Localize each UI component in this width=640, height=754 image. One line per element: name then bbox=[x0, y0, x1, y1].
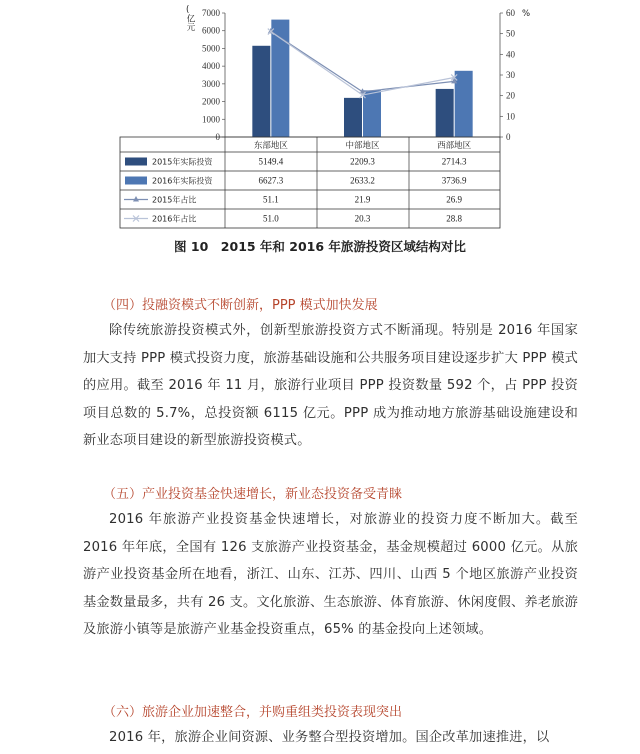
table-cell: 6627.3 bbox=[258, 175, 284, 186]
table-cell: 2633.2 bbox=[350, 175, 375, 186]
left-axis-ticks bbox=[202, 8, 225, 142]
left-axis-tick-label: 4000 bbox=[202, 61, 220, 72]
figure-caption: 图 10 2015 年和 2016 年旅游投资区域结构对比 bbox=[174, 239, 466, 254]
category-label: 中部地区 bbox=[345, 141, 380, 151]
table-cell: 26.9 bbox=[446, 194, 463, 205]
bar-series bbox=[252, 20, 472, 137]
left-axis-tick-label: 2000 bbox=[202, 96, 220, 107]
section-5 bbox=[83, 484, 578, 644]
category-label: 西部地区 bbox=[437, 141, 472, 151]
left-axis-tick-label: 1000 bbox=[202, 114, 220, 125]
table-cell: 2209.3 bbox=[350, 156, 375, 167]
right-axis-tick-label: 40 bbox=[506, 49, 515, 60]
section-6 bbox=[83, 702, 578, 752]
right-axis-tick-label: 10 bbox=[506, 111, 515, 122]
bar bbox=[455, 71, 473, 137]
category-labels bbox=[254, 140, 472, 151]
legend-swatch bbox=[125, 177, 147, 185]
series-line bbox=[271, 32, 454, 95]
table-cell: 3736.9 bbox=[441, 175, 467, 186]
right-axis-tick-label: 50 bbox=[506, 28, 515, 39]
left-axis-tick-label: 0 bbox=[215, 132, 220, 142]
right-axis-unit-label: % bbox=[522, 9, 531, 19]
table-cell: 20.3 bbox=[354, 213, 371, 224]
bar bbox=[252, 46, 270, 137]
right-axis-tick-label: 20 bbox=[506, 90, 515, 101]
legend-swatch bbox=[125, 158, 147, 166]
legend-label: 2015年占比 bbox=[152, 195, 197, 205]
legend-label: 2016年占比 bbox=[152, 214, 197, 224]
left-axis-unit-label bbox=[185, 13, 195, 32]
legend-marker bbox=[133, 196, 139, 202]
left-axis-paren-open: ( bbox=[186, 5, 190, 15]
legend-label: 2015年实际投资 bbox=[152, 157, 213, 167]
table-cell: 21.9 bbox=[354, 194, 371, 205]
bar bbox=[436, 89, 454, 137]
svg-text:亿元: 亿元 bbox=[185, 14, 195, 31]
section-heading: （四）投融资模式不断创新，PPP 模式加快发展 bbox=[103, 298, 378, 313]
bar bbox=[363, 90, 381, 137]
table-cell: 51.0 bbox=[262, 213, 279, 224]
category-label: 东部地区 bbox=[253, 141, 288, 151]
bar bbox=[344, 98, 362, 137]
line-series bbox=[268, 28, 457, 98]
right-axis-tick-label: 60 bbox=[506, 8, 515, 18]
left-axis-tick-label: 7000 bbox=[202, 8, 220, 18]
section-body: 2016 年旅游产业投资基金快速增长，对旅游业的投资力度不断加大。截至 2016 年年底，全国有 126 支旅游产业投资基金，基金规模超过 6000 亿元。从旅游产业投资基金所在地看，浙江、山东、江苏、四川、山西 5 个地区旅游产业投资基金数量最多，共有 26 支。文化旅游、生态旅游、体育旅游、休闲度假、养老旅游及旅游小镇等是旅游产业基金投资重点，65% 的基金投向上述领域。 bbox=[83, 512, 578, 637]
table-cell: 28.8 bbox=[446, 213, 463, 224]
left-axis-tick-label: 3000 bbox=[202, 78, 220, 89]
region-investment-chart bbox=[0, 0, 640, 232]
legend-label: 2016年实际投资 bbox=[152, 176, 213, 186]
section-body: 除传统旅游投资模式外，创新型旅游投资方式不断涌现。特别是 2016 年国家加大支持 PPP 模式投资力度，旅游基础设施和公共服务项目建设逐步扩大 PPP 模式的应用。截至 2016 年 11 月，旅游行业项目 PPP 投资数量 592 个，占 PPP 投资项目总数的 5.7%，总投资额 6115 亿元。PPP 成为推动地方旅游基础设施建设和新业态项目建设的新型旅游投资模式。 bbox=[83, 323, 578, 448]
table-cell: 5149.4 bbox=[258, 156, 284, 167]
left-axis-tick-label: 6000 bbox=[202, 25, 220, 36]
section-heading: （五）产业投资基金快速增长，新业态投资备受青睐 bbox=[103, 487, 403, 502]
section-4 bbox=[83, 295, 578, 455]
section-body: 2016 年，旅游企业间资源、业务整合型投资增加。国企改革加速推进，以 bbox=[109, 730, 550, 745]
section-heading: （六）旅游企业加速整合，并购重组类投资表现突出 bbox=[103, 705, 403, 720]
right-axis-tick-label: 30 bbox=[506, 70, 515, 80]
table-cell: 2714.3 bbox=[441, 156, 467, 167]
data-table bbox=[120, 137, 500, 228]
table-cell: 51.1 bbox=[262, 194, 279, 205]
right-axis-ticks bbox=[500, 8, 516, 142]
left-axis-tick-label: 5000 bbox=[202, 43, 220, 54]
right-axis-tick-label: 0 bbox=[506, 132, 511, 142]
